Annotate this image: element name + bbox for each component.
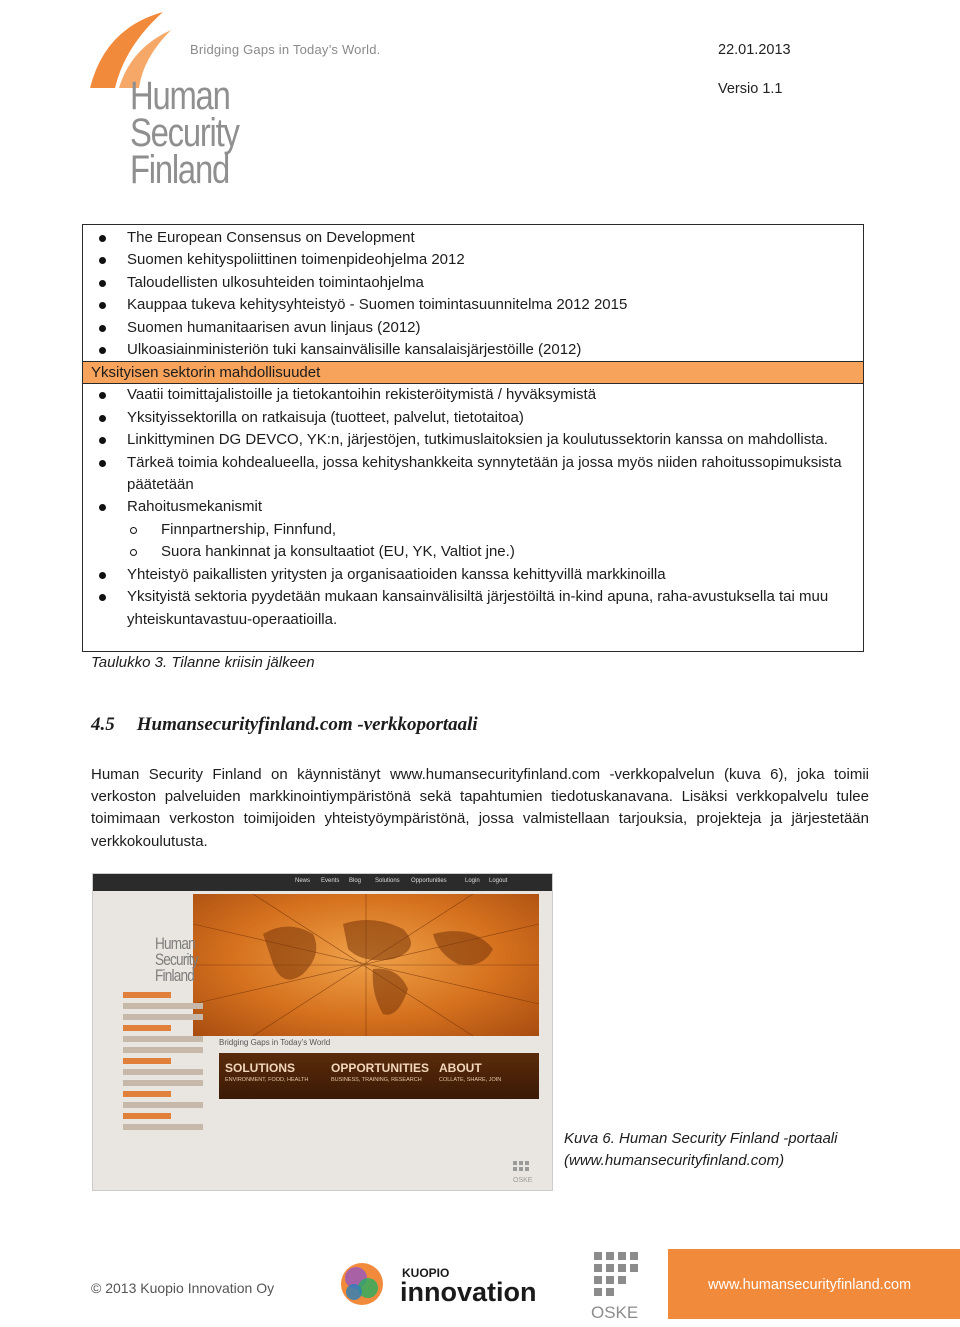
section-heading	[91, 714, 478, 736]
list-item: Kauppaa tukeva kehitysyhteistyö - Suomen toimintasuunnitelma 2012 2015	[83, 294, 863, 316]
bullet-icon	[99, 347, 106, 354]
nav-item: News	[295, 878, 311, 884]
svg-text:innovation: innovation	[400, 1277, 537, 1307]
list-item: Taloudellisten ulkosuhteiden toimintaohjelma	[83, 272, 863, 294]
header-tagline: Bridging Gaps in Today’s World.	[190, 42, 381, 57]
document-date: 22.01.2013	[718, 42, 791, 58]
nav-item: Events	[321, 878, 340, 884]
oske-logo-icon	[511, 1159, 535, 1185]
bullet-icon	[99, 235, 106, 242]
circle-bullet-icon	[130, 549, 137, 556]
nav-item: Login	[465, 878, 480, 884]
table-box	[82, 224, 864, 652]
brand-line: Finland	[130, 148, 229, 192]
bullet-icon	[99, 325, 106, 332]
screenshot-nav	[93, 874, 552, 891]
nav-item: Opportunities	[411, 878, 447, 884]
list-item: Linkittyminen DG DEVCO, YK:n, järjestöjen, tutkimuslaitoksien ja koulutussektorin kanssa on mahdollista.	[83, 429, 863, 451]
svg-text:OSKE: OSKE	[513, 1177, 533, 1184]
kuopio-innovation-logo-icon	[330, 1254, 555, 1310]
svg-text:KUOPIO: KUOPIO	[402, 1266, 450, 1280]
bullet-icon	[99, 302, 106, 309]
screenshot-logo: Human Security Finland	[155, 934, 198, 985]
screenshot-feature-band	[219, 1053, 539, 1099]
bullet-icon	[99, 460, 106, 467]
sub-list-item: Suora hankinnat ja konsultaatiot (EU, YK, Valtiot jne.)	[83, 541, 863, 563]
bullet-icon	[99, 504, 106, 511]
bullet-icon	[99, 257, 106, 264]
bullet-icon	[99, 572, 106, 579]
list-item: Yksityissektorilla on ratkaisuja (tuotteet, palvelut, tietotaitoa)	[83, 407, 863, 429]
list-item: Vaatii toimittajalistoille ja tietokantoihin rekisteröitymistä / hyväksymistä	[83, 384, 863, 406]
nav-item: Blog	[349, 878, 362, 884]
bullet-icon	[99, 280, 106, 287]
bullet-icon	[99, 392, 106, 399]
nav-item: Logout	[489, 878, 508, 884]
footer-copyright: © 2013 Kuopio Innovation Oy	[91, 1280, 275, 1296]
document-version: Versio 1.1	[718, 81, 783, 97]
table-list	[83, 225, 863, 631]
table-section-heading: Yksityisen sektorin mahdollisuudet	[83, 361, 863, 384]
brand-line: Human	[130, 74, 230, 118]
oske-footer-logo-icon	[588, 1248, 652, 1322]
body-paragraph: Human Security Finland on käynnistänyt www.humansecurityfinland.com -verkkopalvelun (kuva 6), joka toimii verkoston palveluiden markkinointiympäristönä sekä tapahtumien tiedotuskanavana. Lisäksi verkkopalvelu tulee toimimaan verkoston toimijoiden yhteistyöympäristönä, jossa valmistellaan tarjouksia, projekteja ja järjestetään verkkokoulutusta.	[91, 766, 869, 850]
feature-block: OPPORTUNITIES BUSINESS, TRAINING, RESEARCH	[331, 1061, 430, 1083]
header-brand	[130, 74, 239, 192]
bullet-icon	[99, 437, 106, 444]
portal-screenshot	[92, 873, 553, 1191]
feature-block: SOLUTIONS ENVIRONMENT, FOOD, HEALTH	[225, 1061, 309, 1083]
world-map-image	[193, 894, 539, 1036]
bullet-icon	[99, 415, 106, 422]
sub-list-item: Finnpartnership, Finnfund,	[83, 519, 863, 541]
screenshot-tagline: Bridging Gaps in Today’s World	[219, 1038, 331, 1047]
feature-block: ABOUT COLLATE, SHARE, JOIN	[439, 1061, 502, 1083]
list-item: Tärkeä toimia kohdealueella, jossa kehityshankkeita synnytetään ja jossa myös niiden rahoitussopimuksista päätetään	[83, 452, 863, 497]
list-item: Suomen humanitaarisen avun linjaus (2012)	[83, 317, 863, 339]
list-item: Suomen kehityspoliittinen toimenpideohjelma 2012	[83, 249, 863, 271]
bullet-icon	[99, 594, 106, 601]
svg-text:OSKE: OSKE	[591, 1303, 639, 1322]
section-number: 4.5	[91, 714, 115, 735]
figure-caption: Kuva 6. Human Security Finland -portaali (www.humansecurityfinland.com)	[564, 1130, 838, 1170]
list-item: Ulkoasiainministeriön tuki kansainvälisille kansalaisjärjestöille (2012)	[83, 339, 863, 361]
circle-bullet-icon	[130, 527, 137, 534]
list-item: Yksityistä sektoria pyydetään mukaan kansainvälisiltä järjestöiltä in-kind apuna, raha-avustuksella tai muu yhteiskuntavastuu-operaatioilla.	[83, 586, 863, 631]
list-item: Rahoitusmekanismit	[83, 496, 863, 518]
brand-line: Security	[130, 111, 239, 155]
list-item: Yhteistyö paikallisten yritysten ja organisaatioiden kanssa kehittyvillä markkinoilla	[83, 564, 863, 586]
table-caption: Taulukko 3. Tilanne kriisin jälkeen	[91, 654, 315, 671]
nav-item: Solutions	[375, 878, 400, 884]
list-item: The European Consensus on Development	[83, 227, 863, 249]
screenshot-sidebar	[123, 992, 203, 1135]
footer-url: www.humansecurityfinland.com	[708, 1277, 912, 1293]
section-title: Humansecurityfinland.com -verkkoportaali	[136, 714, 478, 735]
